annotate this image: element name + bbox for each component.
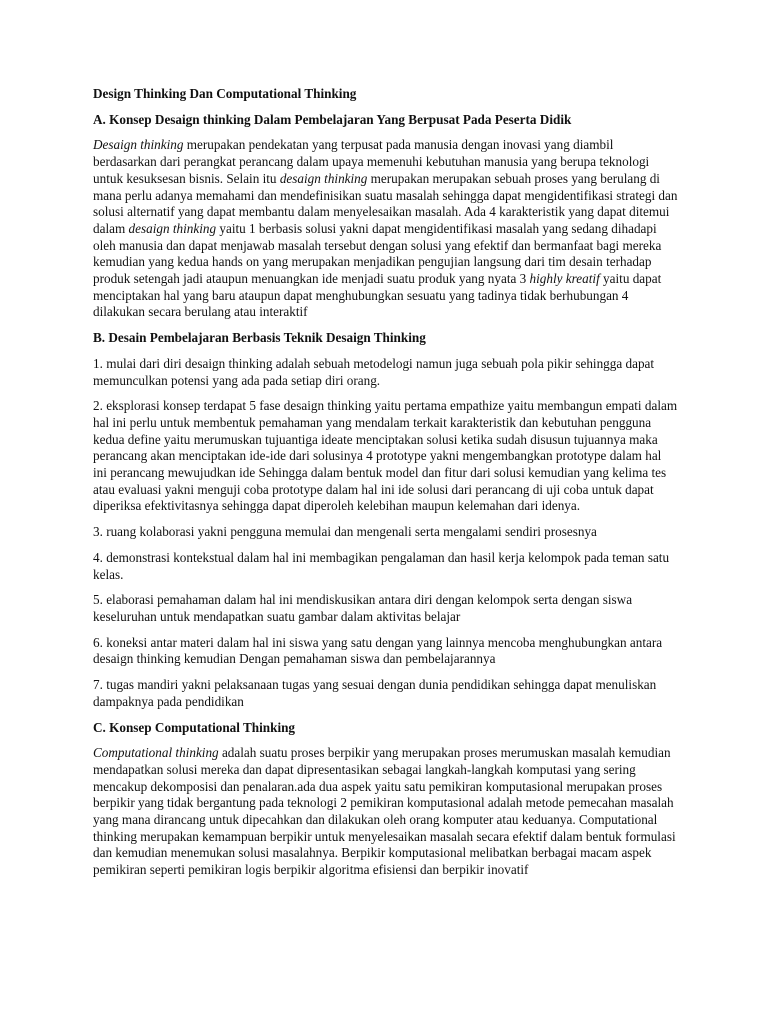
section-a-text-1: merupakan pendekatan yang terpusat pada manusia dengan inovasi yang diambil berdasarkan dari perangkat perancang dalam upaya memenuhi kebutuhan manusia yang berupa teknologi untuk kesuksesan bisnis. Selain itu	[93, 137, 650, 186]
document-page	[93, 86, 678, 888]
section-a-text-3: yaitu 1 berbasis solusi yakni dapat mengidentifikasi masalah yang sedang dihadapi oleh manusia dan dapat menjawab masalah tersebut dengan solusi yang efektif dan bermanfaat bagi mereka kemudian yang kedua hands on yang merupakan menjadikan pengujian langsung dari tim desain terhadap produk setengah jadi ataupun menuangkan ide menjadi suatu produk yang nyata 3	[93, 220, 662, 287]
list-item: 7. tugas mandiri yakni pelaksanaan tugas yang sesuai dengan dunia pendidikan sehingga dapat menuliskan dampaknya pada pendidikan	[93, 677, 657, 709]
section-a-paragraph	[93, 137, 678, 321]
list-item: 4. demonstrasi kontekstual dalam hal ini membagikan pengalaman dan hasil kerja kelompok pada teman satu kelas.	[93, 549, 670, 582]
section-c-paragraph	[93, 745, 678, 879]
list-item: 1. mulai dari diri desaign thinking adalah sebuah metodelogi namun juga sebuah pola pikir sehingga dapat memunculkan potensi yang ada pada setiap diri orang.	[93, 355, 655, 388]
term-desaign-thinking-3: desaign thinking	[128, 220, 217, 236]
list-item: 3. ruang kolaborasi yakni pengguna memulai dan mengenali serta mengalami sendiri prosesnya	[93, 524, 597, 540]
list-item: 5. elaborasi pemahaman dalam hal ini mendiskusikan antara diri dengan kelompok serta dengan siswa keseluruhan untuk mendapatkan suatu gambar dalam aktivitas belajar	[93, 592, 633, 624]
section-c-heading: C. Konsep Computational Thinking	[93, 719, 296, 735]
section-c-text-1: adalah suatu proses berpikir yang merupakan proses merumuskan masalah kemudian mendapatkan solusi mereka dan dapat dipresentasikan sebagai langkah-langkah komputasi yang sering mencakup dekomposisi dan penalaran.ada dua aspek yaitu satu pemikiran komputasional merupakan proses berpikir yang tidak bergantung pada teknologi 2 pemikiran komputasional adalah metode pemecahan masalah yang mana dirancang untuk dipecahkan dan dilakukan oleh orang komputer atau keduanya. Computational thinking merupakan kemampuan berpikir untuk menyelesaikan masalah secara efektif dalam bentuk formulasi dan kemudian menemukan solusi masalahnya. Berpikir komputasional melibatkan berbagai macam aspek pemikiran seperti pemikiran logis berpikir algoritma efisiensi dan berpikir inovatif	[93, 745, 676, 878]
list-item: 2. eksplorasi konsep terdapat 5 fase desaign thinking yaitu pertama empathize yaitu membangun empati dalam hal ini perlu untuk membentuk pemahaman yang mendalam terkait karakteristik dan kebutuhan pengguna kedua define yaitu merumuskan tujuantiga ideate menciptakan solusi ketika sudah disusun tujuannya maka perancang akan menciptakan ide-ide dari solusinya 4 prototype yakni mengembangkan prototype dalam hal ini perancang mewujudkan ide Sehingga dalam bentuk model dan fitur dari solusi kemudian yang kelima tes atau evaluasi yakni menguji coba prototype dalam hal ini ide solusi dari perancang di uji coba untuk dapat diperiksa efektivitasnya sehingga dapat diperoleh kelebihan maupun kelemahan dari idenya.	[93, 398, 678, 514]
section-a-text-4: yaitu dapat menciptakan hal yang baru ataupun dapat menghubungkan sesuatu yang tadinya tidak berhubungan 4 dilakukan secara berulang atau interaktif	[93, 271, 662, 320]
term-desaign-thinking: Desaign thinking	[93, 137, 184, 153]
document-title: Design Thinking Dan Computational Thinking	[93, 86, 357, 101]
section-a-heading: A. Konsep Desaign thinking Dalam Pembelajaran Yang Berpusat Pada Peserta Didik	[93, 111, 572, 127]
term-computational-thinking: Computational thinking	[93, 745, 219, 761]
term-desaign-thinking-2: desaign thinking	[279, 170, 368, 186]
section-b-heading: B. Desain Pembelajaran Berbasis Teknik Desaign Thinking	[93, 330, 426, 346]
term-highly-kreatif: highly kreatif	[529, 271, 600, 287]
section-a-text-2: merupakan merupakan sebuah proses yang berulang di mana perlu adanya memahami dan mendefinisikan suatu masalah sehingga dapat mengidentifikasi strategi dan solusi alternatif yang dapat membantu dalam menyelesaikan masalah. Ada 4 karakteristik yang dapat ditemui dalam	[93, 170, 678, 236]
list-item: 6. koneksi antar materi dalam hal ini siswa yang satu dengan yang lainnya mencoba menghubungkan antara desaign thinking kemudian Dengan pemahaman siswa dan pembelajarannya	[93, 634, 663, 667]
